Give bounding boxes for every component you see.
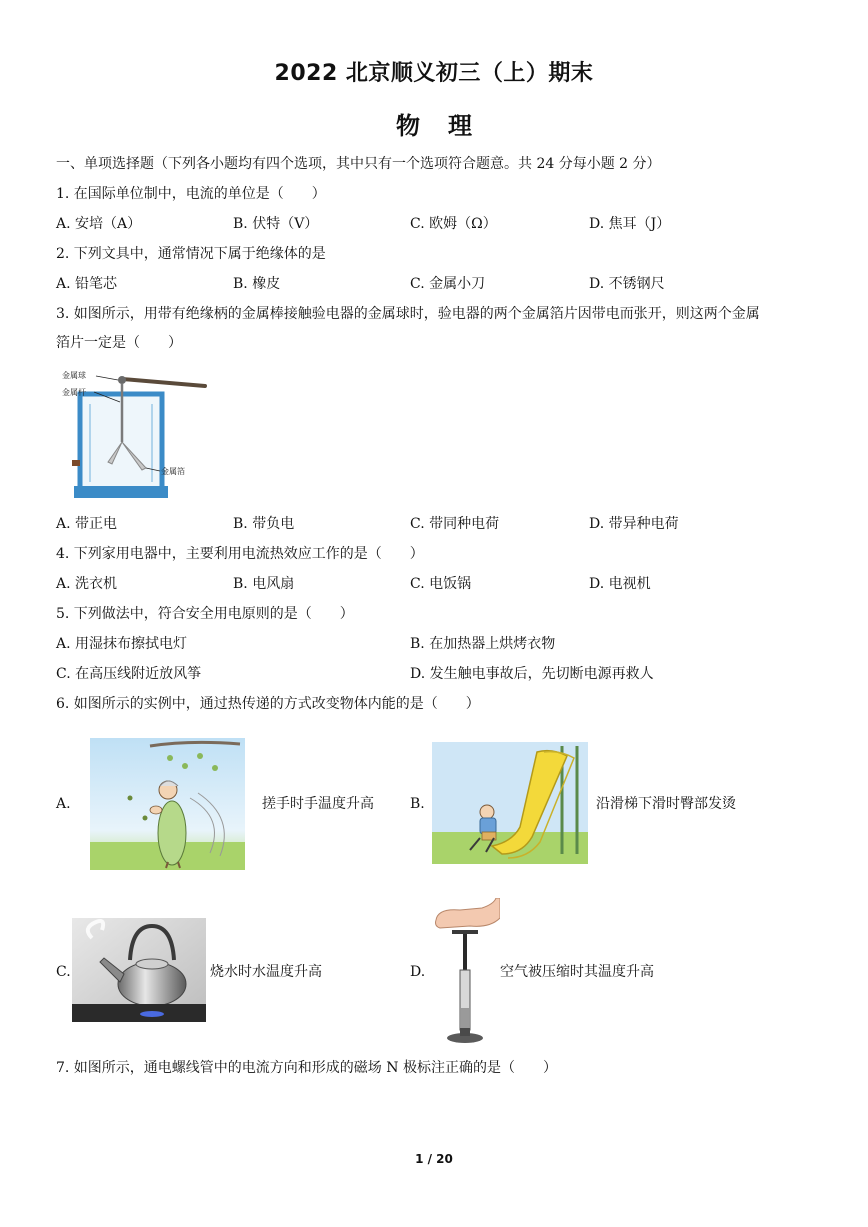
question-5-stem: 5. 下列做法中，符合安全用电原则的是（ ） bbox=[56, 606, 354, 622]
question-6-option-b-caption: 沿滑梯下滑时臀部发烫 bbox=[596, 796, 736, 812]
question-3-option-d: D. 带异种电荷 bbox=[589, 516, 679, 532]
subject-title: 物理 bbox=[396, 112, 500, 140]
question-6-option-c-caption: 烧水时水温度升高 bbox=[210, 964, 322, 980]
question-6-option-a-caption: 搓手时手温度升高 bbox=[262, 796, 374, 812]
question-2-option-b: B. 橡皮 bbox=[233, 276, 281, 292]
slide-figure bbox=[432, 742, 588, 864]
question-7-stem: 7. 如图所示，通电螺线管中的电流方向和形成的磁场 N 极标注正确的是（ ） bbox=[56, 1060, 557, 1076]
page-number: 1 / 20 bbox=[415, 1152, 453, 1166]
question-6-option-d-caption: 空气被压缩时其温度升高 bbox=[500, 964, 654, 980]
question-6-option-a-letter: A. bbox=[56, 796, 71, 812]
question-1-option-d: D. 焦耳（J） bbox=[589, 216, 671, 232]
question-3-option-b: B. 带负电 bbox=[233, 516, 295, 532]
electroscope-figure bbox=[60, 364, 210, 504]
question-6-option-b-letter: B. bbox=[410, 796, 425, 812]
question-6-option-d-letter: D. bbox=[410, 964, 426, 980]
metal-ball-icon bbox=[118, 376, 126, 384]
question-2-option-c: C. 金属小刀 bbox=[410, 276, 486, 292]
question-1-stem: 1. 在国际单位制中，电流的单位是（ ） bbox=[56, 186, 326, 202]
question-4-option-c: C. 电饭锅 bbox=[410, 576, 472, 592]
question-2-stem: 2. 下列文具中，通常情况下属于绝缘体的是 bbox=[56, 246, 326, 262]
question-3-stem-line-1: 3. 如图所示，用带有绝缘柄的金属棒接触验电器的金属球时，验电器的两个金属箔片因带电而张开，则这两个金属 bbox=[56, 306, 760, 322]
question-1-option-a: A. 安培（A） bbox=[56, 216, 142, 232]
label-metal-rod: 金属杆 bbox=[62, 388, 86, 397]
section-heading: 一、单项选择题（下列各小题均有四个选项，其中只有一个选项符合题意。共 24 分每小题 2 分） bbox=[56, 156, 661, 172]
question-4-stem: 4. 下列家用电器中，主要利用电流热效应工作的是（ ） bbox=[56, 546, 424, 562]
question-5-option-a: A. 用湿抹布擦拭电灯 bbox=[56, 636, 188, 652]
question-4-option-b: B. 电风扇 bbox=[233, 576, 295, 592]
air-compression-figure bbox=[430, 898, 500, 1046]
question-5-option-d: D. 发生触电事故后，先切断电源再救人 bbox=[410, 666, 654, 682]
question-1-option-c: C. 欧姆（Ω） bbox=[410, 216, 497, 232]
question-3-option-a: A. 带正电 bbox=[56, 516, 118, 532]
label-metal-ball: 金属球 bbox=[62, 371, 86, 380]
question-6-option-c-letter: C. bbox=[56, 964, 71, 980]
question-4-option-a: A. 洗衣机 bbox=[56, 576, 118, 592]
question-4-option-d: D. 电视机 bbox=[589, 576, 651, 592]
question-2-option-d: D. 不锈钢尺 bbox=[589, 276, 665, 292]
question-2-option-a: A. 铅笔芯 bbox=[56, 276, 118, 292]
question-3-stem-line-2: 箔片一定是（ ） bbox=[56, 335, 182, 351]
label-metal-foil: 金属箔 bbox=[161, 467, 185, 476]
kettle-figure bbox=[72, 918, 206, 1022]
rubbing-hands-figure bbox=[90, 738, 245, 870]
question-3-option-c: C. 带同种电荷 bbox=[410, 516, 500, 532]
question-6-stem: 6. 如图所示的实例中，通过热传递的方式改变物体内能的是（ ） bbox=[56, 696, 480, 712]
question-1-option-b: B. 伏特（V） bbox=[233, 216, 319, 232]
question-5-option-b: B. 在加热器上烘烤衣物 bbox=[410, 636, 556, 652]
question-5-option-c: C. 在高压线附近放风筝 bbox=[56, 666, 202, 682]
exam-title: 2022 北京顺义初三（上）期末 bbox=[274, 61, 594, 86]
